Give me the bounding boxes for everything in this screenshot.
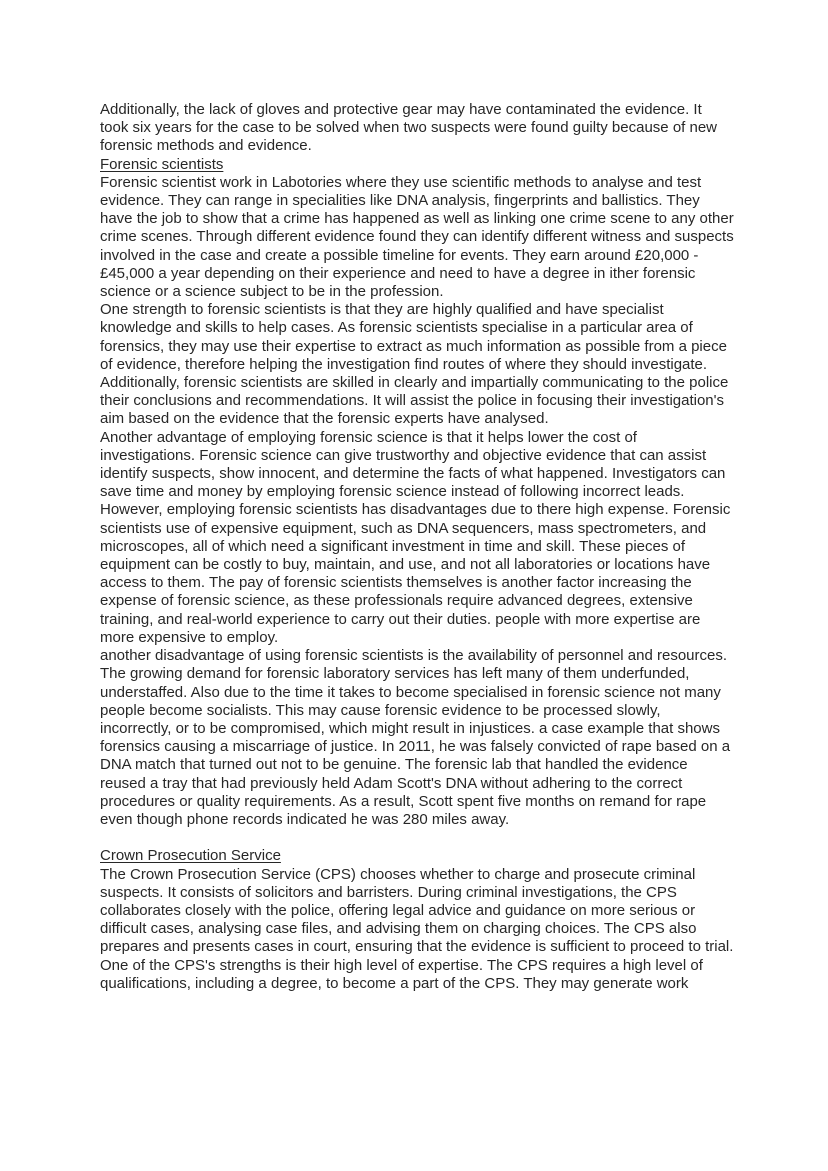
paragraph-forensic-disadvantage-expense: However, employing forensic scientists has disadvantages due to there high expense. Forensic scientists use of expensive equipment, such as DNA sequencers, mass spectrometers, and microscopes, all of which need a significant investment in time and skill. These pieces of equipment can be costly to buy, maintain, and use, and not all laboratories or locations have access to them. The pay of forensic scientists themselves is another factor increasing the expense of forensic science, as these professionals require advanced degrees, extensive training, and real-world experience to carry out their duties. people with more expertise are more expensive to employ. [100,501,731,646]
heading-crown-prosecution-service: Crown Prosecution Service [100,847,281,865]
paragraph-case-conclusion: Additionally, the lack of gloves and protective gear may have contaminated the evidence. It took six years for the case to be solved when two suspects were found guilty because of new forensic methods and evidence. [100,101,718,155]
heading-forensic-scientists: Forensic scientists [100,155,224,173]
paragraph-cps-role: The Crown Prosecution Service (CPS) chooses whether to charge and prosecute criminal suspects. It consists of solicitors and barristers. During criminal investigations, the CPS collaborates closely with the police, offering legal advice and guidance on more serious or difficult cases, analysing case files, and advising them on charging choices. The CPS also prepares and presents cases in court, ensuring that the evidence is sufficient to proceed to trial. [100,865,734,956]
paragraph-forensic-strength-cost: Another advantage of employing forensic science is that it helps lower the cost of investigations. Forensic science can give trustworthy and objective evidence that can assist identify suspects, show innocent, and determine the facts of what happened. Investigators can save time and money by employing forensic science instead of following incorrect leads. [100,428,726,501]
blank-line [100,829,734,847]
document-text-area [100,101,734,993]
paragraph-forensic-strength-expertise: One strength to forensic scientists is that they are highly qualified and have specialist knowledge and skills to help cases. As forensic scientists specialise in a particular area of forensics, they may use their expertise to extract as much information as possible from a piece of evidence, therefore helping the investigation find routes of where they should investigate. Additionally, forensic scientists are skilled in clearly and impartially communicating to the police their conclusions and recommendations. It will assist the police in focusing their investigation's aim based on the evidence that the forensic experts have analysed. [100,301,729,428]
paragraph-forensic-disadvantage-personnel: another disadvantage of using forensic scientists is the availability of personnel and resources. The growing demand for forensic laboratory services has left many of them underfunded, understaffed. Also due to the time it takes to become specialised in forensic science not many people become socialists. This may cause forensic evidence to be processed slowly, incorrectly, or to be compromised, which might result in injustices. a case example that shows forensics causing a miscarriage of justice. In 2011, he was falsely convicted of rape based on a DNA match that turned out not to be genuine. The forensic lab that handled the evidence reused a tray that had previously held Adam Scott's DNA without adhering to the correct procedures or quality requirements. As a result, Scott spent five months on remand for rape even though phone records indicated he was 280 miles away. [100,647,731,828]
paragraph-forensic-role: Forensic scientist work in Labotories where they use scientific methods to analyse and test evidence. They can range in specialities like DNA analysis, fingerprints and ballistics. They have the job to show that a crime has happened as well as linking one crime scene to any other crime scenes. Through different evidence found they can identify different witness and suspects involved in the case and create a possible timeline for events. They earn around £20,000 - £45,000 a year depending on their experience and need to have a degree in ither forensic science or a science subject to be in the profession. [100,173,734,301]
paragraph-cps-strength: One of the CPS's strengths is their high level of expertise. The CPS requires a high level of qualifications, including a degree, to become a part of the CPS. They may generate work [100,956,703,992]
